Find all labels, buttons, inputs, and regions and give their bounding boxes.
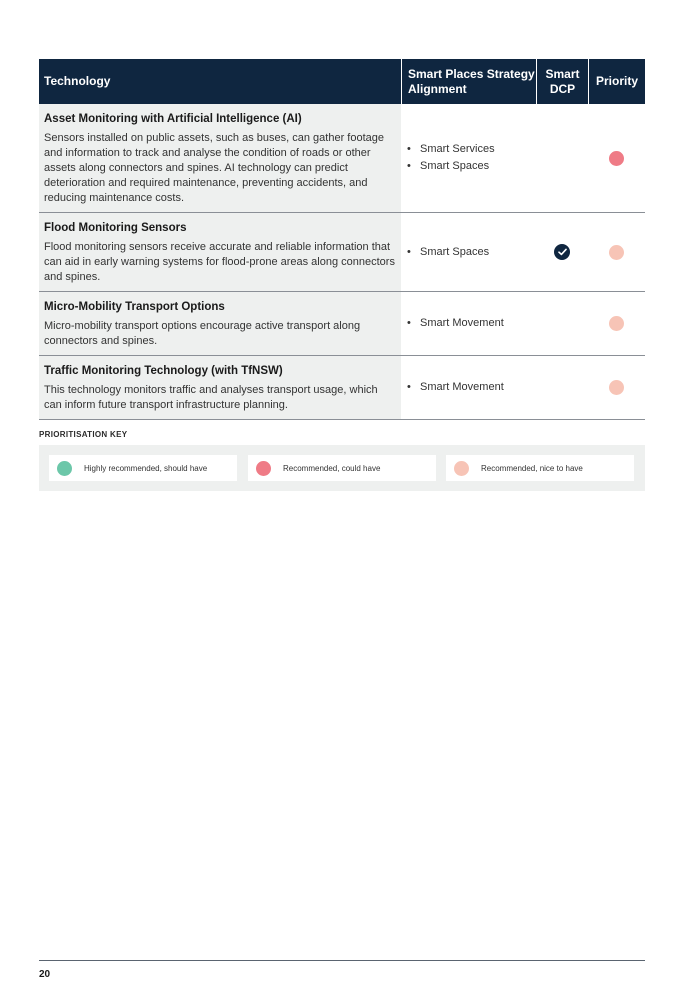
key-label: Recommended, could have bbox=[283, 463, 381, 473]
key-item-recommended-nice-to-have bbox=[446, 455, 634, 481]
key-label: Highly recommended, should have bbox=[84, 463, 208, 473]
technology-title: Flood Monitoring Sensors bbox=[44, 222, 187, 234]
table-row bbox=[39, 213, 645, 292]
priority-cell bbox=[588, 104, 645, 212]
priority-cell bbox=[588, 213, 645, 291]
alignment-list bbox=[407, 379, 504, 396]
page-number: 20 bbox=[39, 969, 51, 980]
alignment-list bbox=[407, 315, 504, 332]
table-header bbox=[39, 59, 645, 104]
prioritisation-key bbox=[39, 445, 645, 491]
priority-dot-icon bbox=[609, 245, 624, 260]
header-priority: Priority bbox=[588, 59, 645, 104]
alignment-item: • Smart Movement bbox=[407, 379, 504, 396]
priority-dot-icon bbox=[609, 151, 624, 166]
technology-cell bbox=[39, 356, 401, 419]
alignment-item: • Smart Movement bbox=[407, 315, 504, 332]
priority-dot-icon bbox=[256, 461, 271, 476]
smart-dcp-cell bbox=[536, 213, 588, 291]
technology-description: Micro-mobility transport options encourage active transport along connectors and spines. bbox=[44, 320, 361, 347]
alignment-item: • Smart Spaces bbox=[407, 244, 489, 261]
table-row bbox=[39, 356, 645, 420]
technology-cell bbox=[39, 104, 401, 212]
alignment-item: • Smart Services bbox=[407, 141, 495, 158]
check-circle-icon bbox=[554, 244, 570, 260]
technology-title: Asset Monitoring with Artificial Intelligence (AI) bbox=[44, 113, 302, 125]
smart-dcp-cell bbox=[536, 356, 588, 419]
key-item-highly-recommended bbox=[49, 455, 237, 481]
priority-dot-icon bbox=[454, 461, 469, 476]
footer-divider bbox=[39, 960, 645, 961]
smart-dcp-cell bbox=[536, 104, 588, 212]
alignment-cell bbox=[401, 104, 536, 212]
header-smart-dcp: Smart DCP bbox=[536, 59, 588, 104]
alignment-cell bbox=[401, 356, 536, 419]
header-alignment: Smart Places Strategy Alignment bbox=[401, 59, 536, 104]
alignment-list bbox=[407, 244, 489, 261]
alignment-cell bbox=[401, 213, 536, 291]
table-body bbox=[39, 104, 645, 420]
technology-description: Sensors installed on public assets, such as buses, can gather footage and information to track and analyse the condition of roads or other assets along connectors and spines. AI technology can predict deterioration and required maintenance, preventing accidents, and reducing maintenance costs. bbox=[44, 132, 384, 204]
technology-title: Traffic Monitoring Technology (with TfNSW) bbox=[44, 365, 283, 377]
table-row bbox=[39, 104, 645, 213]
key-title: PRIORITISATION KEY bbox=[39, 430, 128, 439]
alignment-list bbox=[407, 141, 495, 175]
header-technology: Technology bbox=[39, 59, 401, 104]
priority-cell bbox=[588, 292, 645, 355]
priority-dot-icon bbox=[609, 380, 624, 395]
priority-dot-icon bbox=[57, 461, 72, 476]
technology-cell bbox=[39, 292, 401, 355]
technology-title: Micro-Mobility Transport Options bbox=[44, 301, 225, 313]
key-item-recommended-could-have bbox=[248, 455, 436, 481]
technology-cell bbox=[39, 213, 401, 291]
alignment-cell bbox=[401, 292, 536, 355]
alignment-item: • Smart Spaces bbox=[407, 158, 495, 175]
technology-table bbox=[39, 59, 645, 420]
smart-dcp-cell bbox=[536, 292, 588, 355]
technology-description: Flood monitoring sensors receive accurate and reliable information that can aid in early warning systems for flood-prone areas along connectors and spines. bbox=[44, 241, 395, 283]
key-label: Recommended, nice to have bbox=[481, 463, 583, 473]
priority-dot-icon bbox=[609, 316, 624, 331]
priority-cell bbox=[588, 356, 645, 419]
technology-description: This technology monitors traffic and analyses transport usage, which can inform future transport infrastructure planning. bbox=[44, 384, 378, 411]
table-row bbox=[39, 292, 645, 356]
